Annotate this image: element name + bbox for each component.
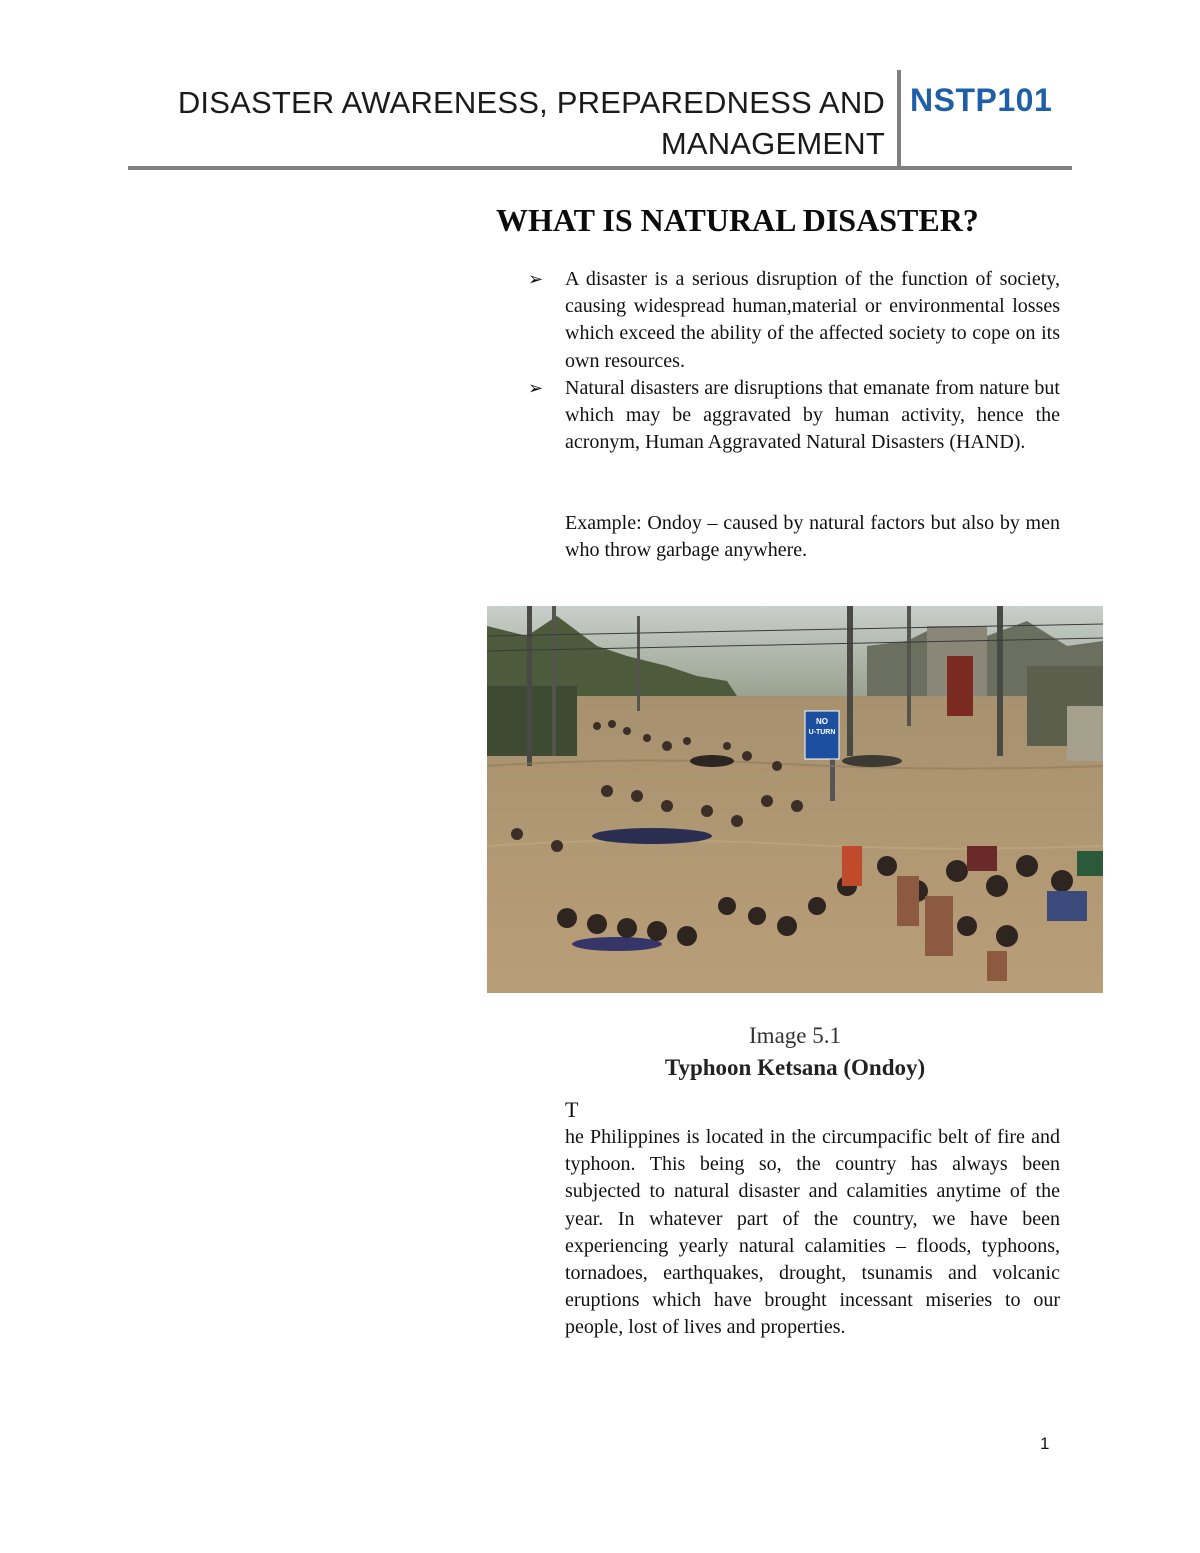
drop-cap: T xyxy=(565,1097,579,1122)
header-vertical-divider xyxy=(897,70,901,168)
arrow-bullet-icon: ➢ xyxy=(528,269,544,289)
bullet-text: Natural disasters are disruptions that emanate from nature but which may be aggravated by human activity, hence the acronym, Human Aggravated Natural Disasters (HAND). xyxy=(565,376,1060,454)
header-rule xyxy=(128,166,1072,170)
body-paragraph: he Philippines is located in the circumpacific belt of fire and typhoon. This being so, the country has always been subjected to natural disaster and calamities anytime of the year. In whatever part of the country, we have been experiencing yearly natural calamities – floods, typhoons, tornadoes, earthquakes, drought, tsunamis and volcanic eruptions which have brought incessant miseries to our people, lost of lives and properties. xyxy=(565,1126,1060,1339)
flood-photo xyxy=(487,606,1103,993)
page-number: 1 xyxy=(1040,1434,1050,1453)
header-title-line-1: DISASTER AWARENESS, PREPAREDNESS AND xyxy=(177,85,885,120)
arrow-bullet-icon: ➢ xyxy=(528,377,544,398)
bullet-item xyxy=(528,266,1060,375)
header-title-line-2: MANAGEMENT xyxy=(660,126,885,161)
sign-text-u-turn: U-TURN xyxy=(808,729,836,736)
sign-text-no: NO xyxy=(816,717,828,726)
figure-label: Image 5.1 xyxy=(749,1023,841,1048)
bullet-list xyxy=(528,266,1060,456)
example-text: Example: Ondoy – caused by natural factors but also by men who throw garbage anywhere. xyxy=(565,512,1060,562)
bullet-item xyxy=(528,375,1060,457)
bullet-text: A disaster is a serious disruption of the function of society, causing widespread human,material or environmental losses which exceed the ability of the affected society to cope on its own resources. xyxy=(565,268,1060,372)
figure-title: Typhoon Ketsana (Ondoy) xyxy=(664,1055,926,1080)
section-title: WHAT IS NATURAL DISASTER? xyxy=(496,202,979,238)
document-header-title xyxy=(130,82,885,164)
course-code: NSTP101 xyxy=(910,82,1053,118)
